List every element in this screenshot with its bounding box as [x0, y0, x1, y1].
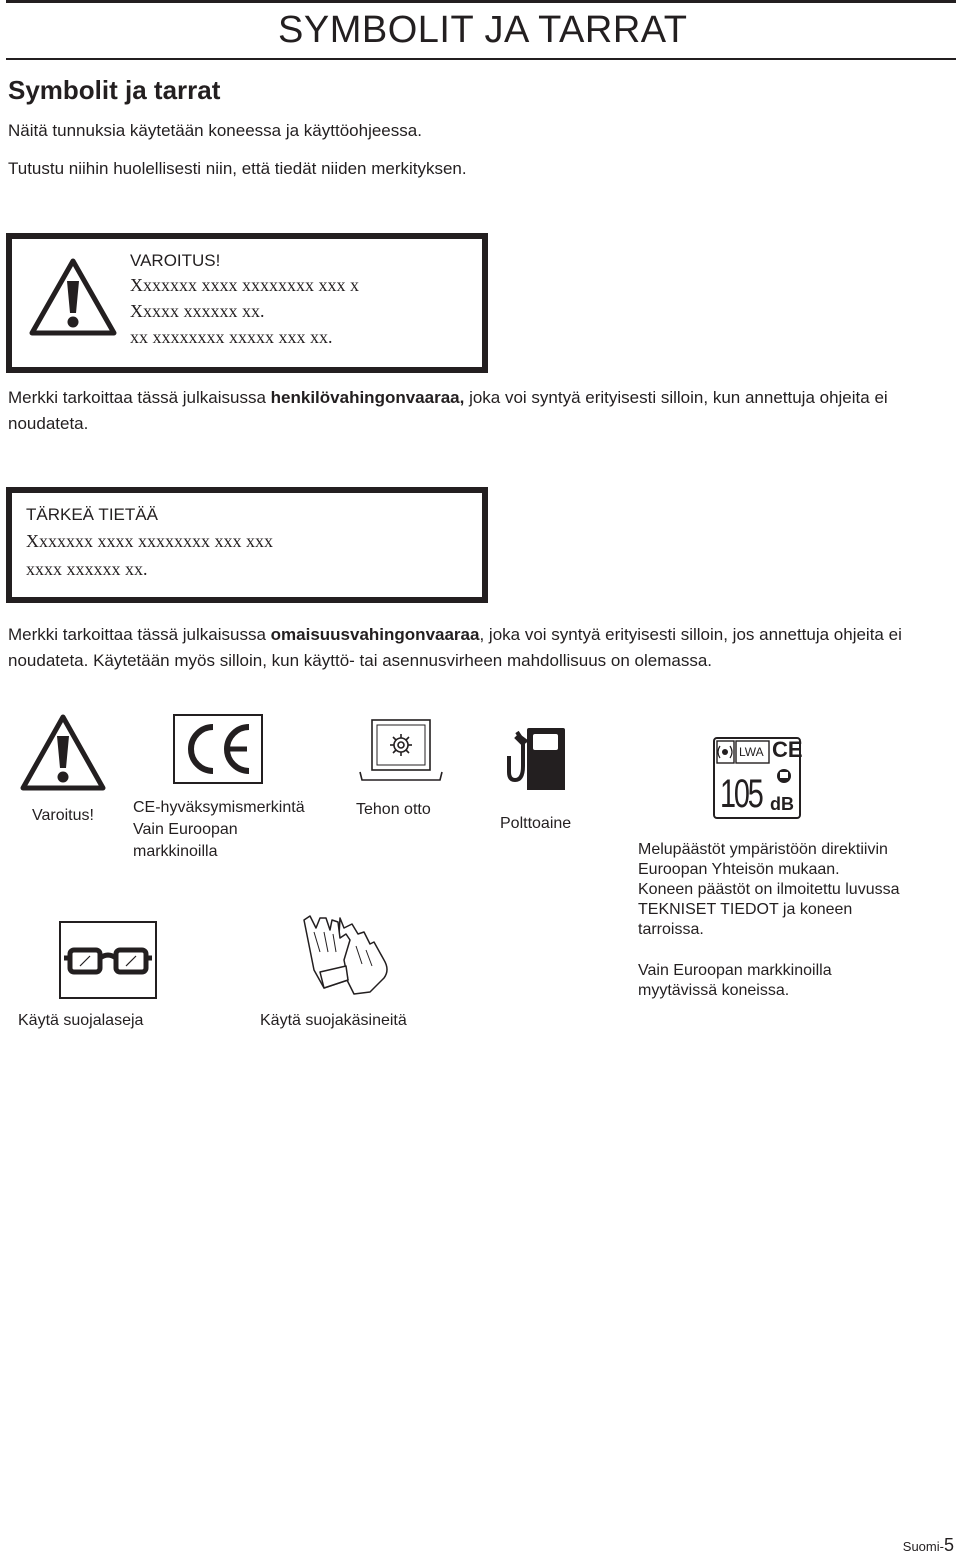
noise-description-line: Melupäästöt ympäristöön direktiivin [638, 841, 888, 858]
symbol-label-gloves: Käytä suojakäsineitä [260, 1012, 407, 1029]
page-header-title: SYMBOLIT JA TARRAT [278, 9, 688, 51]
noise-description-line: tarroissa. [638, 921, 704, 938]
page-number: 5 [943, 1535, 954, 1555]
footer-language: Suomi [902, 1539, 940, 1554]
power-takeoff-icon [358, 718, 444, 784]
warning-description-emphasis: henkilövahingonvaaraa, [270, 388, 465, 407]
noise-lwa-label: LWA [739, 745, 764, 759]
warning-box-line: Xxxxx xxxxxx xx. [130, 301, 265, 321]
warning-box-line: Xxxxxxx xxxx xxxxxxxx xxx x [130, 275, 359, 295]
noise-unit: dB [770, 794, 794, 814]
notice-description-emphasis: omaisuusvahingonvaaraa [270, 625, 480, 644]
footer-separator: - [939, 1539, 944, 1554]
warning-triangle-icon [18, 712, 108, 794]
noise-description-line: Euroopan Yhteisön mukaan. [638, 861, 840, 878]
symbol-label-ce: Vain Euroopan [133, 821, 238, 838]
noise-market-line: Vain Euroopan markkinoilla [638, 962, 832, 979]
noise-description-line: TEKNISET TIEDOT ja koneen [638, 901, 853, 918]
warning-box-line: xx xxxxxxxx xxxxx xxx xx. [130, 327, 333, 347]
intro-line-2: Tutustu niihin huolellisesti niin, että tiedät niiden merkityksen. [8, 159, 467, 178]
gloves-icon [300, 910, 396, 1000]
warning-box-title: VAROITUS! [130, 251, 221, 270]
header-top-rule [6, 0, 956, 3]
noise-emission-label-icon [712, 736, 802, 820]
notice-box-line: Xxxxxxx xxxx xxxxxxxx xxx xxx [26, 531, 273, 551]
noise-market-line: myytävissä koneissa. [638, 982, 790, 999]
symbol-label-fuel: Polttoaine [500, 815, 572, 832]
warning-description-text: joka voi syntyä erityisesti silloin, kun annettuja ohjeita ei noudateta. [8, 388, 888, 433]
noise-value: 105 [720, 772, 762, 816]
section-title: Symbolit ja tarrat [8, 75, 221, 105]
notice-box-line: xxxx xxxxxx xx. [26, 559, 148, 579]
ce-mark-icon [173, 714, 263, 784]
symbol-label-warning: Varoitus! [32, 807, 94, 824]
intro-line-1: Näitä tunnuksia käytetään koneessa ja käyttöohjeessa. [8, 121, 422, 140]
symbol-label-glasses: Käytä suojalaseja [18, 1012, 144, 1029]
warning-box [6, 233, 488, 373]
symbol-label-ce: CE-hyväksymismerkintä [133, 799, 305, 816]
notice-description-text: Merkki tarkoittaa tässä julkaisussa [8, 625, 271, 644]
safety-glasses-icon [58, 920, 158, 1000]
notice-description [8, 622, 953, 674]
warning-description-text: Merkki tarkoittaa tässä julkaisussa [8, 388, 271, 407]
warning-description [8, 385, 953, 437]
notice-description-text: , joka voi syntyä erityisesti silloin, jos annettuja ohjeita ei noudateta. Käytetään myös silloin, kun käyttö- tai asennusvirheen mahdollisuus on olemassa. [8, 625, 902, 670]
noise-ce-mark: CE [772, 737, 803, 762]
noise-description-line: Koneen päästöt on ilmoitettu luvussa [638, 881, 900, 898]
notice-box [6, 487, 488, 603]
warning-triangle-icon [26, 255, 120, 339]
header-divider [6, 58, 956, 60]
notice-box-title: TÄRKEÄ TIETÄÄ [26, 505, 158, 524]
fuel-pump-icon [505, 726, 567, 792]
symbol-label-ce: markkinoilla [133, 843, 218, 860]
symbol-label-pto: Tehon otto [356, 801, 431, 818]
